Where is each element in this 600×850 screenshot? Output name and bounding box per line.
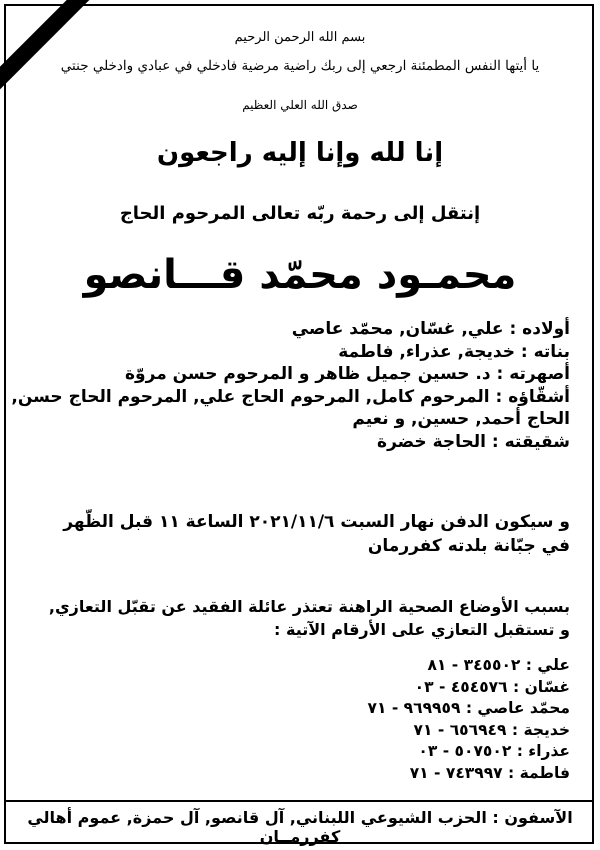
- phone-number: ٣٤٥٥٠٢ - ٨١: [427, 656, 521, 674]
- phone-row: [25, 763, 570, 785]
- phone-name: فاطمة :: [508, 763, 570, 782]
- phone-row: [25, 720, 570, 742]
- quran-verse: يا أيتها النفس المطمئنة ارجعي إلى ربك راضية مرضية فادخلي في عبادي وادخلي جنتي: [60, 58, 540, 74]
- condolence-line: بسبب الأوضاع الصحية الراهنة تعتذر عائلة الفقيد عن تقبّل التعازي,: [48, 597, 570, 616]
- relatives-line: بناته : خديجة, عذراء, فاطمة: [338, 341, 570, 362]
- istirja-heading: إنا لله وإنا إليه راجعون: [156, 138, 444, 168]
- phone-number: ٧٤٣٩٩٧ - ٧١: [409, 763, 503, 782]
- phone-name: علي :: [525, 656, 570, 674]
- phone-name: غسّان :: [512, 677, 570, 696]
- phone-row: [25, 655, 570, 677]
- relatives-line: أصهرته : د. حسين جميل ظاهر و المرحوم حسن مروّة: [125, 364, 570, 384]
- condolence-line: و تستقبل التعازي على الأرقام الآتية :: [274, 620, 570, 639]
- phone-number: ٩٦٩٩٥٩ - ٧١: [367, 699, 461, 717]
- phone-name: محمّد عاصي :: [465, 699, 570, 717]
- burial-notice: [25, 510, 570, 558]
- relatives-line: شقيقته : الحاجة خضرة: [377, 431, 570, 452]
- relatives-line: أشقّاؤه : المرحوم كامل, المرحوم الحاج علي, المرحوم الحاج حسن,: [11, 386, 570, 407]
- condolence-notice: [25, 595, 570, 641]
- footer-divider: [6, 800, 594, 802]
- phone-list: [25, 655, 570, 784]
- phone-number: ٤٥٤٥٧٦ - ٠٣: [414, 677, 508, 696]
- relatives-line: أولاده : علي, غسّان, محمّد عاصي: [291, 319, 570, 339]
- sadaq-line: صدق الله العلي العظيم: [242, 98, 358, 112]
- phone-row: [25, 698, 570, 720]
- phone-row: [25, 677, 570, 699]
- burial-line: في جبّانة بلدته كفررمان: [367, 536, 570, 556]
- relatives-line: الحاج أحمد, حسين, و نعيم: [352, 409, 570, 429]
- relatives-list: [11, 318, 570, 453]
- phone-number: ٥٠٧٥٠٢ - ٠٣: [418, 742, 512, 760]
- deceased-name: محمـود محمّد قـــانصو: [83, 252, 517, 298]
- intro-line: إنتقل إلى رحمة ربّه تعالى المرحوم الحاج: [119, 203, 481, 224]
- footer-mourners: الآسفون : الحزب الشيوعي اللبناني, آل قانصو, آل حمزة, عموم أهالي كفررمــان: [27, 808, 573, 846]
- phone-row: [25, 741, 570, 763]
- burial-line: و سيكون الدفن نهار السبت ٢٠٢١/١١/٦ الساعة ١١ قبل الظّهر: [63, 512, 570, 532]
- phone-name: خديجة :: [511, 720, 570, 739]
- basmala: بسم الله الرحمن الرحيم: [234, 30, 366, 45]
- phone-name: عذراء :: [516, 742, 570, 760]
- phone-number: ٦٥٦٩٤٩ - ٧١: [413, 720, 507, 739]
